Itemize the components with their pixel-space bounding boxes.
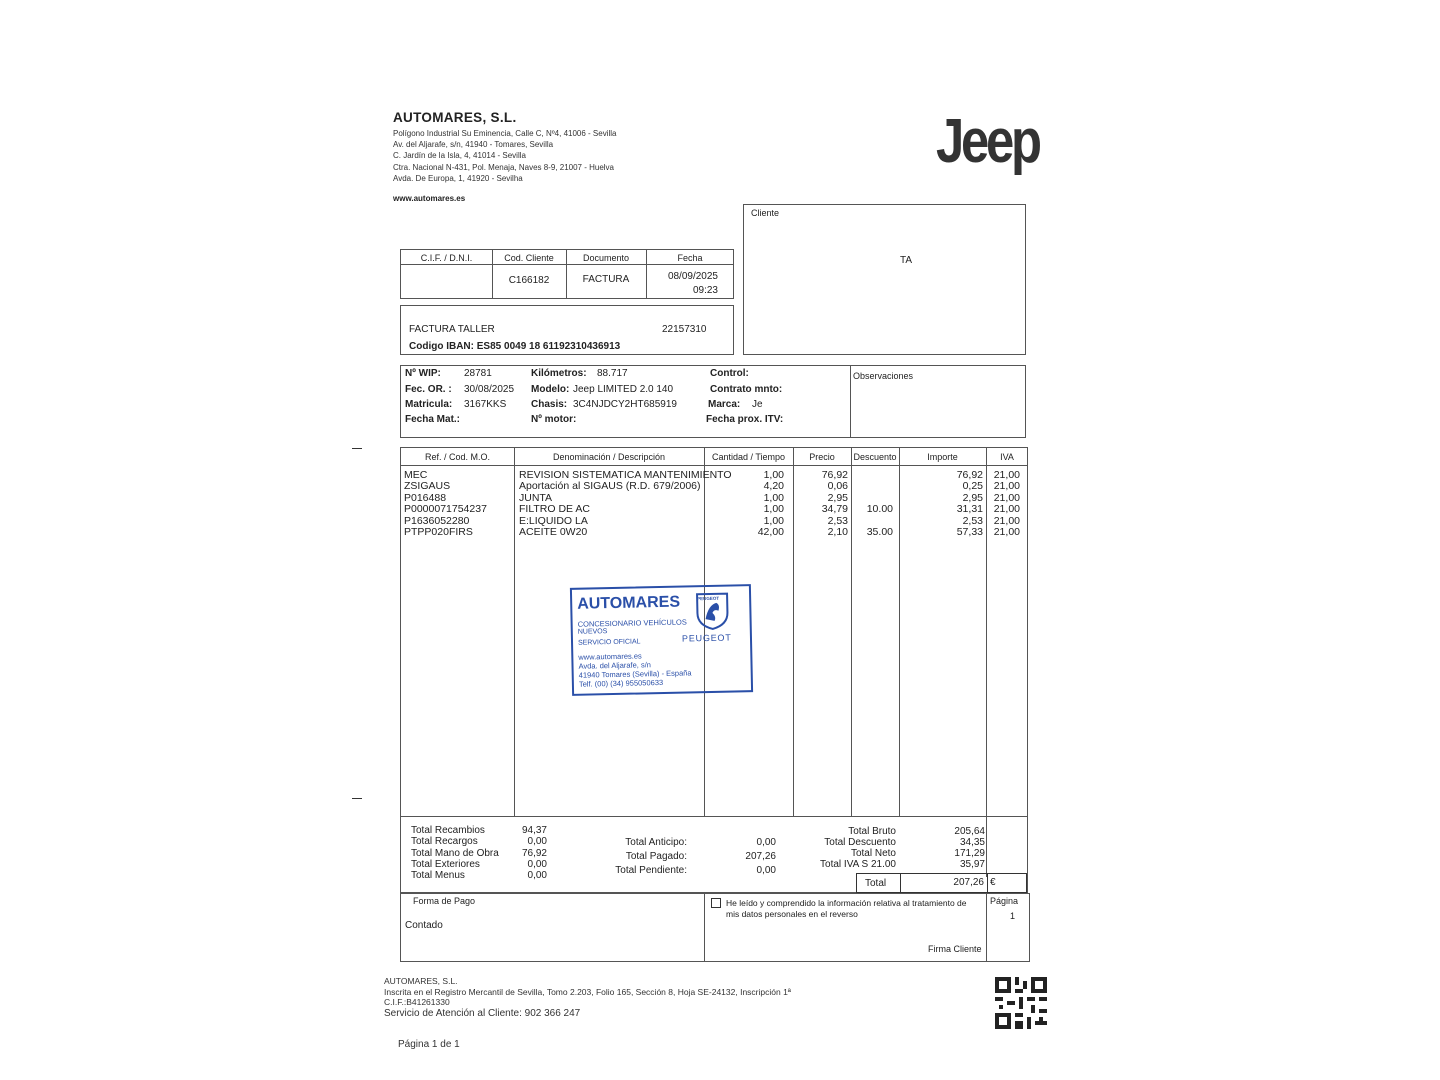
factura-type: FACTURA TALLER: [409, 324, 495, 335]
grand-total-value: 207,26: [953, 877, 984, 888]
footer-registry: Inscrita en el Registro Mercantil de Sevilla, Tomo 2.203, Folio 165, Sección 8, Hoja SE-24132, Inscripción 1ª: [384, 986, 791, 997]
cell-ref: P0000071754237: [404, 503, 487, 516]
desc-header: Denominación / Descripción: [552, 452, 666, 462]
stamp-brand: PEUGEOT: [681, 632, 732, 644]
cell-importe: 31,31: [956, 503, 983, 516]
footer-service: Servicio de Atención al Cliente: 902 366 247: [384, 1007, 581, 1019]
cell-desc: REVISION SISTEMATICA MANTENIMIENTO: [519, 469, 732, 481]
chasis-value: 3C4NJDCY2HT685919: [573, 399, 677, 410]
total-label: Total Bruto: [848, 826, 896, 837]
total-value: 0,00: [527, 870, 547, 882]
cell-cant: 1,00: [763, 491, 784, 504]
cell-ref: MEC: [404, 469, 428, 481]
cell-desc: ACEITE 0W20: [519, 526, 588, 538]
cell-cant: 1,00: [763, 503, 784, 516]
cell-importe: 76,92: [956, 469, 983, 481]
total-label: Total IVA S 21.00: [820, 859, 896, 870]
address-line: C. Jardín de la Isla, 4, 41014 - Sevilla: [393, 151, 526, 161]
total-value: 171,29: [954, 848, 985, 859]
footer-cif: C.I.F.:B41261330: [384, 997, 450, 1007]
km-label: Kilómetros:: [531, 368, 587, 379]
grand-total-label: Total: [865, 878, 887, 889]
pagina-label: Página: [990, 896, 1019, 906]
footer-company: AUTOMARES, S.L.: [384, 976, 458, 986]
fec-or-value: 30/08/2025: [464, 384, 515, 395]
table-row: [401, 527, 1027, 538]
cell-cant: 1,00: [763, 514, 784, 527]
stamp-web: www.automares.es: [578, 651, 642, 662]
chasis-label: Chasis:: [531, 399, 568, 410]
stamp-badge: PEUGEOT: [697, 595, 720, 602]
documento-header: Documento: [582, 253, 630, 263]
stamp-line1: CONCESIONARIO VEHÍCULOS: [577, 617, 687, 629]
cliente-label: Cliente: [751, 208, 780, 218]
total-value: 0,00: [756, 865, 776, 876]
qr-code-icon: [995, 977, 1047, 1029]
total-label: Total Mano de Obra: [411, 847, 499, 859]
cod-cliente-value: C166182: [508, 275, 550, 286]
brand-logo: Jeep: [936, 107, 1039, 176]
stamp-line3: SERVICIO OFICIAL: [577, 638, 641, 647]
forma-pago-value: Contado: [405, 920, 443, 931]
forma-pago-label: Forma de Pago: [413, 896, 476, 906]
total-label: Total Pendiente:: [615, 865, 687, 876]
wip-label: Nº WIP:: [405, 368, 441, 379]
cell-dto: 35.00: [866, 526, 893, 538]
documento-value: FACTURA: [582, 274, 630, 285]
stamp-addr2: 41940 Tomares (Sevilla) - España: [578, 668, 692, 680]
total-value: 94,37: [521, 825, 547, 836]
stamp-addr1: Avda. del Aljarafe, s/n: [578, 660, 652, 671]
company-addresses: [393, 128, 723, 184]
total-label: Total Descuento: [824, 837, 896, 848]
factura-iban: Codigo IBAN: ES85 0049 18 61192310436913: [409, 341, 621, 352]
wip-value: 28781: [464, 368, 492, 379]
company-header: [393, 110, 723, 203]
total-label: Total Menus: [411, 870, 465, 882]
total-value: 205,64: [954, 826, 985, 837]
table-row: [401, 504, 1027, 515]
stamp-title: AUTOMARES: [577, 593, 681, 613]
fecha-mat-label: Fecha Mat.:: [405, 414, 461, 425]
modelo-value: Jeep LIMITED 2.0 140: [573, 384, 674, 395]
cell-precio: 2,10: [827, 526, 848, 538]
total-value: 34,35: [959, 837, 985, 848]
iva-header: IVA: [1000, 452, 1014, 462]
total-label: Total Recambios: [411, 825, 485, 836]
cell-precio: 76,92: [821, 469, 848, 481]
doc-header-table: [400, 249, 734, 299]
cell-ref: P1636052280: [404, 514, 470, 527]
table-row: [401, 493, 1027, 504]
dealer-stamp: [570, 584, 753, 696]
firma-cliente-label: Firma Cliente: [928, 944, 982, 954]
table-row: [401, 470, 1027, 481]
cell-desc: Aportación al SIGAUS (R.D. 679/2006): [519, 480, 701, 493]
cell-dto: 10.00: [866, 503, 893, 516]
cell-ref: P016488: [404, 491, 447, 504]
cif-header: C.I.F. / D.N.I.: [420, 253, 473, 263]
cell-cant: 4,20: [763, 480, 784, 493]
total-label: Total Anticipo:: [625, 837, 687, 848]
table-row: [401, 481, 1027, 492]
page-number: Página 1 de 1: [398, 1039, 460, 1050]
total-value: 35,97: [959, 859, 985, 870]
matricula-value: 3167KKS: [464, 399, 507, 410]
total-label: Total Pagado:: [625, 851, 687, 862]
footer: [384, 976, 791, 1020]
cell-precio: 34,79: [821, 503, 848, 516]
factura-box: [400, 305, 734, 355]
motor-label: Nº motor:: [531, 414, 577, 425]
cell-ref: ZSIGAUS: [404, 480, 451, 493]
cell-iva: 21,00: [993, 514, 1020, 527]
payment-box: [400, 893, 1030, 962]
ref-header: Ref. / Cod. M.O.: [424, 452, 491, 462]
cell-importe: 0,25: [962, 480, 983, 493]
stamp-line2: NUEVOS: [577, 628, 608, 636]
cell-precio: 0,06: [827, 480, 848, 493]
total-value: 76,92: [521, 847, 547, 859]
fecha-header: Fecha: [677, 253, 703, 263]
cell-cant: 1,00: [763, 469, 784, 481]
control-label: Control:: [710, 368, 749, 379]
cell-importe: 2,53: [962, 514, 983, 527]
company-name: AUTOMARES, S.L.: [393, 110, 517, 125]
total-label: Total Recargos: [411, 836, 478, 848]
address-line: Av. del Aljarafe, s/n, 41940 - Tomares, Sevilla: [393, 140, 554, 150]
contrato-label: Contrato mnto:: [710, 384, 783, 395]
cell-iva: 21,00: [993, 480, 1020, 493]
stamp-tel: Telf. (00) (34) 955050633: [578, 677, 664, 689]
total-value: 207,26: [745, 851, 776, 862]
hora-value: 09:23: [692, 285, 718, 296]
total-value: 0,00: [527, 858, 547, 870]
fecha-value: 08/09/2025: [667, 271, 718, 282]
consent-text: He leído y comprendido la información relativa al tratamiento de mis datos personales en el reverso: [726, 898, 967, 919]
importe-header: Importe: [927, 452, 958, 462]
total-label: Total Exteriores: [411, 858, 480, 870]
cod-cliente-header: Cod. Cliente: [504, 253, 554, 263]
km-value: 88.717: [597, 368, 628, 379]
cell-desc: FILTRO DE AC: [519, 503, 590, 516]
company-website: www.automares.es: [393, 194, 466, 204]
cell-importe: 2,95: [962, 491, 983, 504]
cell-precio: 2,95: [827, 491, 848, 504]
margin-mark: [352, 448, 362, 449]
grand-total-currency: €: [990, 877, 996, 888]
marca-value: Je: [752, 399, 763, 410]
matricula-label: Matricula:: [405, 399, 453, 410]
descuento-header: Descuento: [853, 452, 897, 462]
address-line: Polígono Industrial Su Eminencia, Calle C, Nº4, 41006 - Sevilla: [393, 129, 617, 138]
cliente-value: TA: [900, 255, 913, 266]
precio-header: Precio: [809, 452, 835, 462]
pagina-value: 1: [1010, 911, 1016, 921]
itv-label: Fecha prox. ITV:: [706, 414, 784, 425]
cell-ref: PTPP020FIRS: [404, 526, 473, 538]
observaciones-label: Observaciones: [853, 371, 914, 381]
modelo-label: Modelo:: [531, 384, 570, 395]
cant-header: Cantidad / Tiempo: [711, 452, 786, 462]
vehicle-box: [400, 365, 1026, 438]
cell-desc: JUNTA: [519, 491, 553, 504]
grand-total-box: [856, 873, 1027, 893]
cell-iva: 21,00: [993, 469, 1020, 481]
cliente-box: [743, 204, 1026, 355]
cell-iva: 21,00: [993, 526, 1020, 538]
total-value: 0,00: [756, 837, 776, 848]
total-label: Total Neto: [850, 848, 896, 859]
fec-or-label: Fec. OR. :: [405, 384, 452, 395]
table-row: [401, 516, 1027, 527]
margin-mark: [352, 798, 362, 799]
consent-checkbox[interactable]: [711, 898, 721, 908]
cell-desc: E:LIQUIDO LA: [519, 514, 588, 527]
cell-importe: 57,33: [956, 526, 983, 538]
cell-iva: 21,00: [993, 503, 1020, 516]
address-line: Avda. De Europa, 1, 41920 - Sevilha: [393, 173, 523, 183]
cell-cant: 42,00: [757, 526, 784, 538]
address-line: Ctra. Nacional N-431, Pol. Menaja, Naves 8-9, 21007 - Huelva: [393, 162, 614, 172]
marca-label: Marca:: [708, 399, 741, 410]
cell-iva: 21,00: [993, 491, 1020, 504]
factura-number: 22157310: [662, 324, 707, 335]
cell-precio: 2,53: [827, 514, 848, 527]
total-value: 0,00: [527, 836, 547, 848]
